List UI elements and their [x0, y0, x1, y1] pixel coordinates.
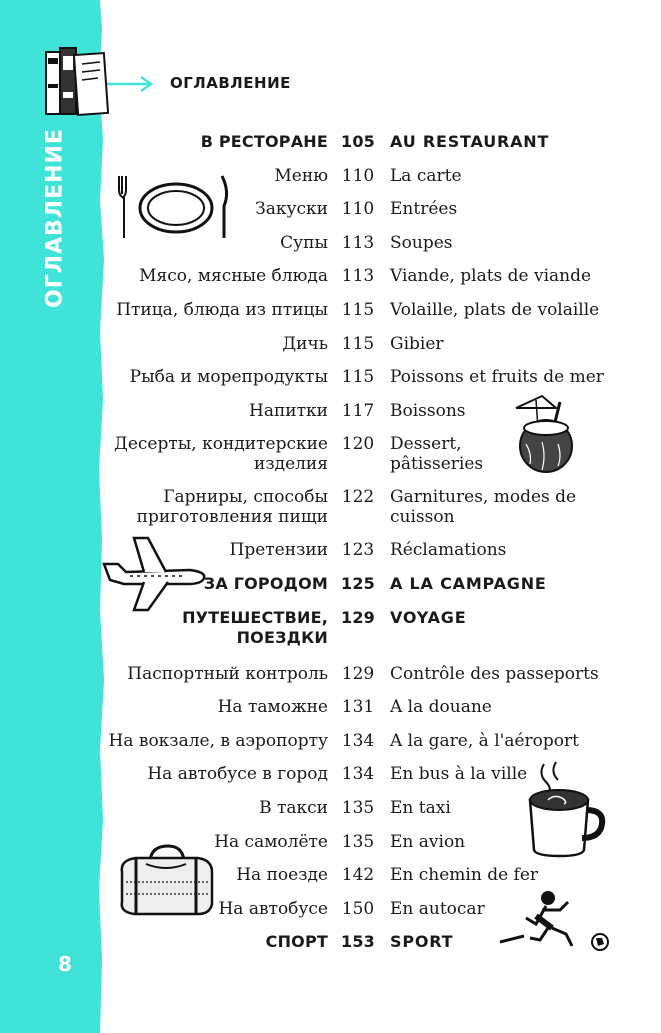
toc-page: 115	[341, 367, 375, 388]
coconut-drink-icon	[512, 394, 580, 480]
arrow-right-icon	[105, 74, 157, 98]
books-icon	[44, 44, 110, 122]
toc-page: 110	[341, 199, 375, 220]
toc-page: 129	[341, 663, 375, 684]
toc-fr: En taxi	[390, 797, 451, 818]
toc-fr: En chemin de fer	[390, 865, 539, 886]
toc-fr: Soupes	[390, 232, 453, 253]
toc-ru: В такси	[259, 797, 328, 818]
toc-fr: Réclamations	[390, 540, 507, 561]
side-title: ОГЛАВЛЕНИЕ	[42, 128, 68, 308]
toc-ru: На самолёте	[214, 831, 328, 852]
toc-ru: На поезде	[236, 865, 328, 886]
toc-row	[112, 334, 652, 368]
travel-bag-icon	[116, 842, 216, 922]
toc-page: 115	[341, 299, 375, 320]
toc-page: 142	[341, 865, 375, 886]
toc-page: 125	[341, 573, 375, 593]
toc-ru: На вокзале, в аэропорту	[108, 730, 328, 751]
toc-fr: Gibier	[390, 333, 444, 354]
toc-row	[112, 132, 652, 166]
toc-fr: Poissons et fruits de mer	[390, 367, 604, 388]
toc-fr: Contrôle des passeports	[390, 663, 599, 684]
toc-ru: ПУТЕШЕСТВИЕ, ПОЕЗДКИ	[182, 607, 328, 647]
toc-ru: На автобусе	[218, 898, 328, 919]
toc-page: 131	[341, 697, 375, 718]
toc-row	[112, 266, 652, 300]
toc-row	[112, 300, 652, 334]
coffee-mug-icon	[524, 760, 608, 864]
toc-page: 135	[341, 797, 375, 818]
toc-fr: AU RESTAURANT	[390, 132, 550, 151]
toc-page: 135	[341, 831, 375, 852]
toc-ru: В РЕСТОРАНЕ	[200, 132, 328, 151]
toc-fr: A la gare, à l'aéroport	[390, 730, 579, 751]
toc-ru: Десерты, кондитерские изделия	[114, 434, 328, 475]
toc-ru: Напитки	[249, 400, 328, 421]
toc-ru: Гарниры, способы приготовления пищи	[136, 487, 328, 528]
toc-fr: SPORT	[390, 932, 454, 952]
toc-fr: Entrées	[390, 199, 458, 220]
toc-fr: La carte	[390, 165, 462, 186]
page-number: 8	[58, 952, 72, 976]
toc-ru: СПОРТ	[265, 932, 328, 952]
toc-ru: Мясо, мясные блюда	[139, 266, 328, 287]
toc-page: 122	[341, 487, 375, 508]
soccer-player-icon	[496, 888, 612, 962]
toc-ru: ЗА ГОРОДОМ	[203, 573, 328, 593]
toc-page: 150	[341, 898, 375, 919]
toc-ru: Рыба и морепродукты	[129, 367, 328, 388]
plate-cutlery-icon	[116, 172, 234, 246]
toc-ru: Меню	[274, 165, 328, 186]
toc-ru: Дичь	[282, 333, 328, 354]
toc-row	[112, 664, 652, 698]
toc-page: 113	[341, 232, 375, 253]
toc-page: 105	[341, 132, 375, 151]
toc-ru: Закуски	[255, 199, 328, 220]
toc-page: 115	[341, 333, 375, 354]
toc-fr: En bus à la ville	[390, 764, 528, 785]
toc-ru: Птица, блюда из птицы	[116, 299, 328, 320]
toc-fr: En avion	[390, 831, 466, 852]
toc-fr: A la douane	[390, 697, 492, 718]
toc-page: 117	[341, 400, 375, 421]
section-header: ОГЛАВЛЕНИЕ	[170, 74, 291, 92]
toc-page: 120	[341, 434, 375, 455]
toc-ru: На автобусе в город	[147, 764, 328, 785]
toc-ru: На таможне	[217, 697, 328, 718]
toc-page: 123	[341, 540, 375, 561]
toc-fr: Viande, plats de viande	[390, 266, 592, 287]
toc-page: 129	[341, 607, 375, 627]
toc-page: 134	[341, 730, 375, 751]
toc-fr: Volaille, plats de volaille	[390, 299, 600, 320]
toc-fr: En autocar	[390, 898, 485, 919]
toc-fr: Boissons	[390, 400, 466, 421]
toc-ru: Претензии	[229, 540, 328, 561]
toc-page: 113	[341, 266, 375, 287]
toc-ru: Паспортный контроль	[127, 663, 328, 684]
toc-page: 134	[341, 764, 375, 785]
toc-fr: A LA CAMPAGNE	[390, 573, 547, 593]
toc-row	[112, 697, 652, 731]
toc-fr: Garnitures, modes de cuisson	[390, 487, 577, 528]
toc-fr: Dessert, pâtisseries	[390, 434, 484, 475]
airplane-icon	[100, 534, 208, 618]
toc-page: 153	[341, 932, 375, 952]
toc-row	[112, 487, 652, 540]
toc-ru: Супы	[280, 232, 328, 253]
toc-fr: VOYAGE	[390, 607, 467, 627]
toc-page: 110	[341, 165, 375, 186]
